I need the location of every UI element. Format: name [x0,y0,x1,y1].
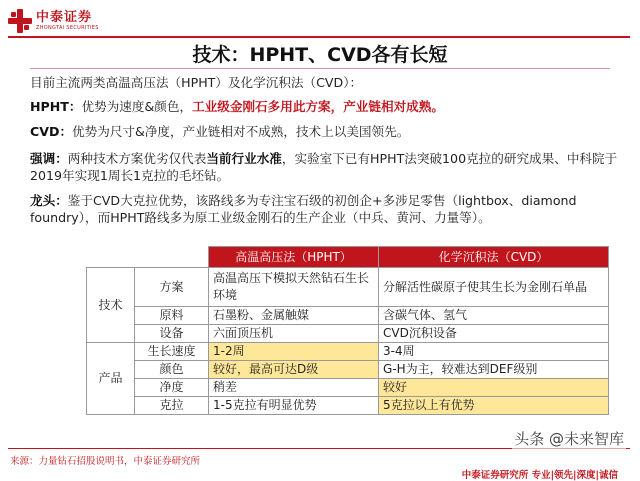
brand-name-en: ZHONGTAI SECURITIES [36,25,99,31]
emphasis-paragraph [30,150,620,184]
leader-label: 龙头： [30,193,68,208]
table-row [87,361,609,379]
page-title: 技术：HPHT、CVD各有长短 [192,44,448,66]
table-row [87,397,609,415]
table-row [87,325,609,343]
brand-name: 中泰证券 [36,10,93,25]
cell-cvd: 3-4周 [379,343,609,361]
cell-hpht: 石墨粉、金属触媒 [209,307,379,325]
table-row [87,343,609,361]
footer-text: 中泰证券研究所 专业|领先|深度|诚信 [461,470,618,481]
emphasis-label: 强调： [30,151,68,166]
hpht-paragraph [30,98,620,115]
row-label: 颜色 [135,361,209,379]
row-label: 方案 [135,268,209,307]
row-label: 净度 [135,379,209,397]
cvd-text: 优势为尺寸&净度，产业链相对不成熟，技术上以美国领先。 [72,124,410,139]
category-product: 产品 [87,343,135,415]
category-tech: 技术 [87,268,135,343]
emphasis-text-1: 两种技术方案优劣仅代表 [67,151,207,166]
intro-text: 目前主流两类高温高压法（HPHT）及化学沉积法（CVD）： [30,75,363,90]
row-label: 生长速度 [135,343,209,361]
emphasis-bold: 当前行业水准 [206,151,282,166]
brand-mark-icon [8,9,32,33]
cell-hpht: 六面顶压机 [209,325,379,343]
cell-cvd: 分解活性碳原子使其生长为金刚石单晶 [379,268,609,307]
cell-hpht: 较好，最高可达D级 [209,361,379,379]
cell-cvd: 5克拉以上有优势 [379,397,609,415]
table-row [87,379,609,397]
comparison-table [86,246,609,415]
cell-hpht: 1-2周 [209,343,379,361]
row-label: 克拉 [135,397,209,415]
header-hpht: 高温高压法（HPHT） [209,247,379,268]
leader-paragraph [30,192,620,226]
leader-text: 鉴于CVD大克拉优势，该路线多为专注宝石级的初创企+多涉足零售（lightbox、diamond foundry），而HPHT路线多为原工业级金刚石的生产企业（中兵、黄河、力量等）。 [30,193,577,225]
cell-cvd: 含碳气体、氢气 [379,307,609,325]
intro-paragraph [30,74,620,91]
header-divider [8,36,630,38]
cell-hpht: 1-5克拉有明显优势 [209,397,379,415]
hpht-highlight: 工业级金刚石多用此方案，产业链相对成熟。 [192,99,444,114]
watermark: 头条 @未来智库 [514,430,624,448]
header-cvd: 化学沉积法（CVD） [379,247,609,268]
table-row [87,268,609,307]
hpht-text: 优势为速度&颜色， [81,99,193,114]
brand-logo [8,6,99,36]
cell-cvd: CVD沉积设备 [379,325,609,343]
emphasis-text-2: ，实验室下已有HPHT法突破100克拉的研究成果、中科院于2019年实现1周长1克拉的毛坯钻。 [30,151,618,183]
cvd-paragraph [30,123,620,140]
cell-hpht: 稍差 [209,379,379,397]
hpht-label: HPHT： [30,99,82,114]
cell-cvd: G-H为主，较难达到DEF级别 [379,361,609,379]
table-header-row [87,247,609,268]
cvd-label: CVD： [30,124,73,139]
table-row [87,307,609,325]
row-label: 原料 [135,307,209,325]
cell-cvd: 较好 [379,379,609,397]
title-divider [30,68,610,69]
cell-hpht: 高温高压下模拟天然钻石生长环境 [209,268,379,307]
source-note: 来源：力量钻石招股说明书，中泰证券研究所 [10,456,201,467]
row-label: 设备 [135,325,209,343]
